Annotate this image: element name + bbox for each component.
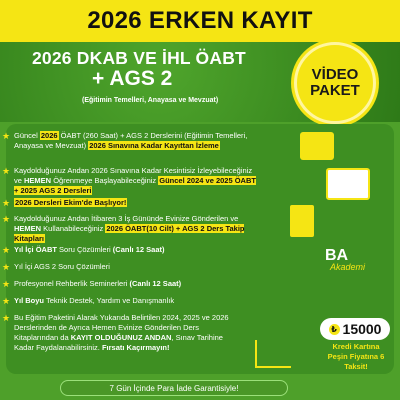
guarantee-banner: 7 Gün İçinde Para İade Garantisiyle! — [60, 380, 288, 396]
star-icon: ★ — [2, 245, 11, 255]
feature-bold: Yıl Boyu — [14, 296, 45, 305]
feature-item-2 — [2, 166, 260, 196]
brand-logo: BA — [325, 247, 349, 264]
star-icon: ★ — [2, 279, 11, 289]
star-icon: ★ — [2, 166, 11, 176]
feature-item-3 — [2, 198, 260, 208]
badge-line2: PAKET — [310, 82, 360, 99]
price-amount: 15000 — [342, 321, 382, 337]
feature-text: Kullanabileceğiniz — [41, 224, 106, 233]
feature-text: Profesyonel Rehberlik Seminerleri — [14, 279, 130, 288]
feature-item-4 — [2, 214, 260, 244]
feature-highlight: Güncel 2024 ve 2025 ÖABT + 2025 AGS 2 Dersleri — [14, 176, 256, 195]
feature-item-6 — [2, 262, 260, 272]
feature-text: , Sınav Tarihine Kadar Faydalanabilirsiniz. — [14, 333, 223, 352]
feature-item-5 — [2, 245, 260, 255]
price-note: Kredi Kartına Peşin Fiyatına 6 Taksit! — [327, 342, 385, 371]
video-package-badge — [294, 42, 376, 124]
feature-highlight: 2026 Dersleri Ekim'de Başlıyor! — [15, 198, 127, 207]
feature-bold: HEMEN — [24, 176, 52, 185]
feature-highlight: 2026 ÖABT(10 Cilt) + AGS 2 Ders Takip Kitapları — [14, 224, 245, 243]
hero-title-line2: + AGS 2 — [92, 67, 173, 90]
feature-bold: Yıl İçi — [14, 245, 36, 254]
star-icon: ★ — [2, 313, 11, 323]
feature-item-7 — [2, 279, 260, 289]
feature-bold: KAYIT OLDUĞUNUZ ANDAN — [70, 333, 172, 342]
feature-bold: (Canlı 12 Saat) — [112, 245, 165, 254]
tv-illustration-icon — [326, 168, 370, 200]
feature-item-1 — [2, 131, 260, 151]
price-badge — [320, 318, 390, 340]
calendar-illustration-icon — [300, 132, 334, 160]
feature-highlight: 2026 — [40, 131, 58, 140]
feature-text: Güncel — [14, 131, 40, 140]
star-icon: ★ — [2, 296, 11, 306]
badge-line1: VİDEO — [311, 66, 359, 83]
feature-item-8 — [2, 296, 260, 306]
feature-text: Öğrenmeye Başlayabileceğiniz — [51, 176, 159, 185]
feature-highlight: 2026 Sınavına Kadar Kayıttan İzleme — [89, 141, 219, 150]
brand-tagline: Akademi — [330, 262, 366, 272]
feature-text: ÖABT (260 Saat) + AGS 2 Derslerini (Eğitimin Temelleri, Anayasa ve Mevzuat) — [14, 131, 248, 150]
star-icon: ★ — [2, 262, 11, 272]
feature-bold: ÖABT — [35, 245, 57, 254]
hero-title-line1: 2026 DKAB VE İHL ÖABT — [32, 48, 246, 68]
feature-text: Soru Çözümleri — [56, 245, 113, 254]
feature-text: Kaydolduğunuz Andan İtibaren 3 İş Gününde Evinize Gönderilen ve — [14, 214, 239, 223]
currency-icon: ₺ — [329, 324, 340, 335]
feature-bold: HEMEN — [14, 224, 42, 233]
star-icon: ★ — [2, 214, 11, 224]
header-title: 2026 ERKEN KAYIT — [87, 7, 313, 34]
books-illustration-icon — [290, 205, 314, 237]
growth-chart-icon — [255, 340, 291, 368]
feature-bold: Fırsatı Kaçırmayın! — [101, 343, 170, 352]
feature-item-9 — [2, 313, 244, 353]
feature-bold: (Canlı 12 Saat) — [129, 279, 182, 288]
feature-text: Yıl İçi AGS 2 Soru Çözümleri — [14, 262, 110, 271]
feature-text: Teknik Destek, Yardım ve Danışmanlık — [44, 296, 175, 305]
star-icon: ★ — [2, 198, 11, 208]
feature-text: Bu Eğitim Paketini Alarak Yukarıda Belirtilen 2024, 2025 ve 2026 Derslerinden de Ayrıca Hemen Evinize Gönderilen Ders Kitaplarından da — [14, 313, 229, 342]
header-bar — [0, 0, 400, 42]
feature-text: Kaydolduğunuz Andan 2026 Sınavına Kadar Kesintisiz İzleyebileceğiniz ve — [14, 166, 253, 185]
hero-subtitle: (Eğitimin Temelleri, Anayasa ve Mevzuat) — [82, 97, 219, 104]
star-icon: ★ — [2, 131, 11, 141]
